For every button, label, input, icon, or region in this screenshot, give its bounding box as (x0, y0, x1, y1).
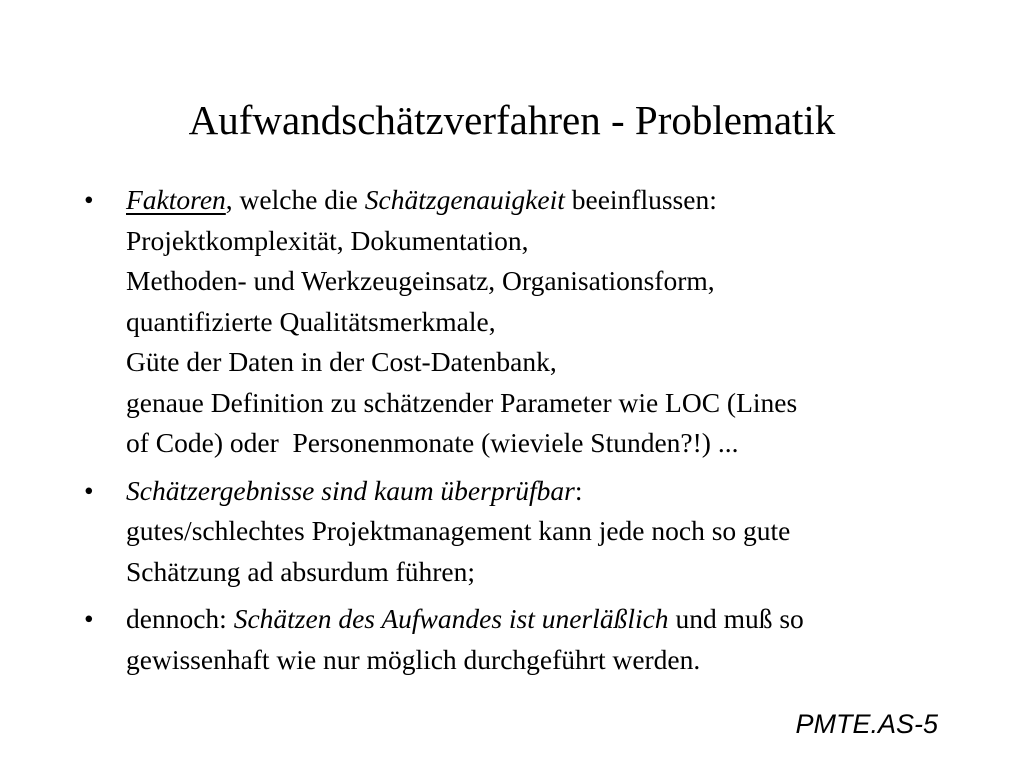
emphasis-text: Schätzen des Aufwandes ist unerläßlich (233, 603, 669, 634)
bullet-line: quantifizierte Qualitätsmerkmale, (126, 305, 496, 337)
bullet-line: Methoden- und Werkzeugeinsatz, Organisationsform, (126, 265, 715, 296)
bullet-list (80, 180, 980, 687)
body-text: dennoch: (126, 603, 234, 634)
bullet-icon: • (84, 184, 94, 215)
bullet-icon: • (84, 474, 94, 506)
bullet-item-results (80, 471, 980, 593)
bullet-line: gewissenhaft wie nur möglich durchgeführt werden. (126, 643, 701, 675)
emphasis-text: Schätzgenauigkeit (364, 184, 565, 215)
body-text: , welche die (225, 184, 365, 215)
bullet-line: of Code) oder Personenmonate (wieviele Stunden?!) ... (126, 427, 739, 458)
emphasis-text: Schätzergebnisse sind kaum überprüfbar (126, 474, 575, 506)
bullet-line: gutes/schlechtes Projektmanagement kann jede noch so gute (126, 515, 791, 546)
slide-title: Aufwandschätzverfahren - Problematik (188, 97, 836, 143)
bullet-line: Projektkomplexität, Dokumentation, (126, 224, 529, 256)
bullet-line (126, 471, 980, 512)
bullet-item-factors (80, 180, 980, 464)
body-text: : (574, 474, 583, 506)
bullet-line: Schätzung ad absurdum führen; (126, 555, 476, 587)
bullet-icon: • (84, 603, 94, 634)
bullet-line: genaue Definition zu schätzender Parameter wie LOC (Lines (126, 386, 798, 418)
body-text: und muß so (668, 603, 804, 634)
bullet-line (126, 599, 980, 640)
bullet-item-nevertheless (80, 599, 980, 680)
emphasis-text: Faktoren (126, 184, 226, 215)
slide-footer-id: PMTE.AS-5 (795, 709, 938, 739)
body-text: beeinflussen: (564, 184, 717, 215)
bullet-line: Güte der Daten in der Cost-Datenbank, (126, 346, 557, 377)
bullet-line (126, 180, 980, 221)
